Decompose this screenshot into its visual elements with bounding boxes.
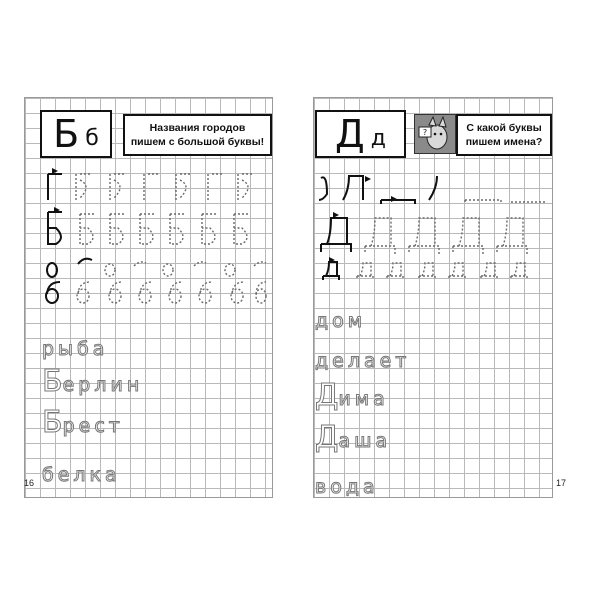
trace-word-3: Брест xyxy=(42,405,124,440)
rule-line-1: Названия городов xyxy=(149,121,246,134)
rule-box-cities xyxy=(123,114,272,156)
tracing-row-2 xyxy=(48,207,248,244)
letter-box-d xyxy=(315,110,406,158)
tracing-row-3 xyxy=(323,257,527,280)
letter-box-b xyxy=(40,110,112,158)
svg-text:?: ? xyxy=(422,128,428,137)
tracing-row-2 xyxy=(321,212,527,254)
letter-lower: б xyxy=(85,126,99,151)
tracing-row-1 xyxy=(48,168,254,200)
trace-word-4: Даша xyxy=(315,420,392,455)
trace-word-3: Дима xyxy=(315,378,389,413)
tracing-rows-d xyxy=(315,170,545,290)
tracing-row-1 xyxy=(319,176,545,204)
rule-line-2: пишем с большой буквы! xyxy=(130,136,265,148)
tracing-row-4 xyxy=(46,282,266,303)
letter-upper: Б xyxy=(53,112,80,156)
letter-upper: Д xyxy=(335,112,365,156)
trace-word-4: белка xyxy=(42,464,121,486)
trace-word-2: делает xyxy=(315,350,411,372)
page-number-left: 16 xyxy=(24,478,35,488)
rule-line-1: С какой буквы xyxy=(466,121,542,134)
trace-word-2: Берлин xyxy=(42,364,144,399)
tracing-rows-b xyxy=(40,168,270,308)
rule-line-2: пишем имена? xyxy=(465,136,543,148)
tracing-row-3 xyxy=(47,259,266,277)
rule-box-names xyxy=(456,114,552,156)
trace-word-1: рыба xyxy=(42,338,109,360)
fox-with-sign-icon xyxy=(414,114,456,154)
page-number-right: 17 xyxy=(556,478,567,488)
trace-word-5: вода xyxy=(315,476,379,498)
letter-lower: д xyxy=(370,126,386,151)
trace-word-1: дом xyxy=(315,310,367,332)
